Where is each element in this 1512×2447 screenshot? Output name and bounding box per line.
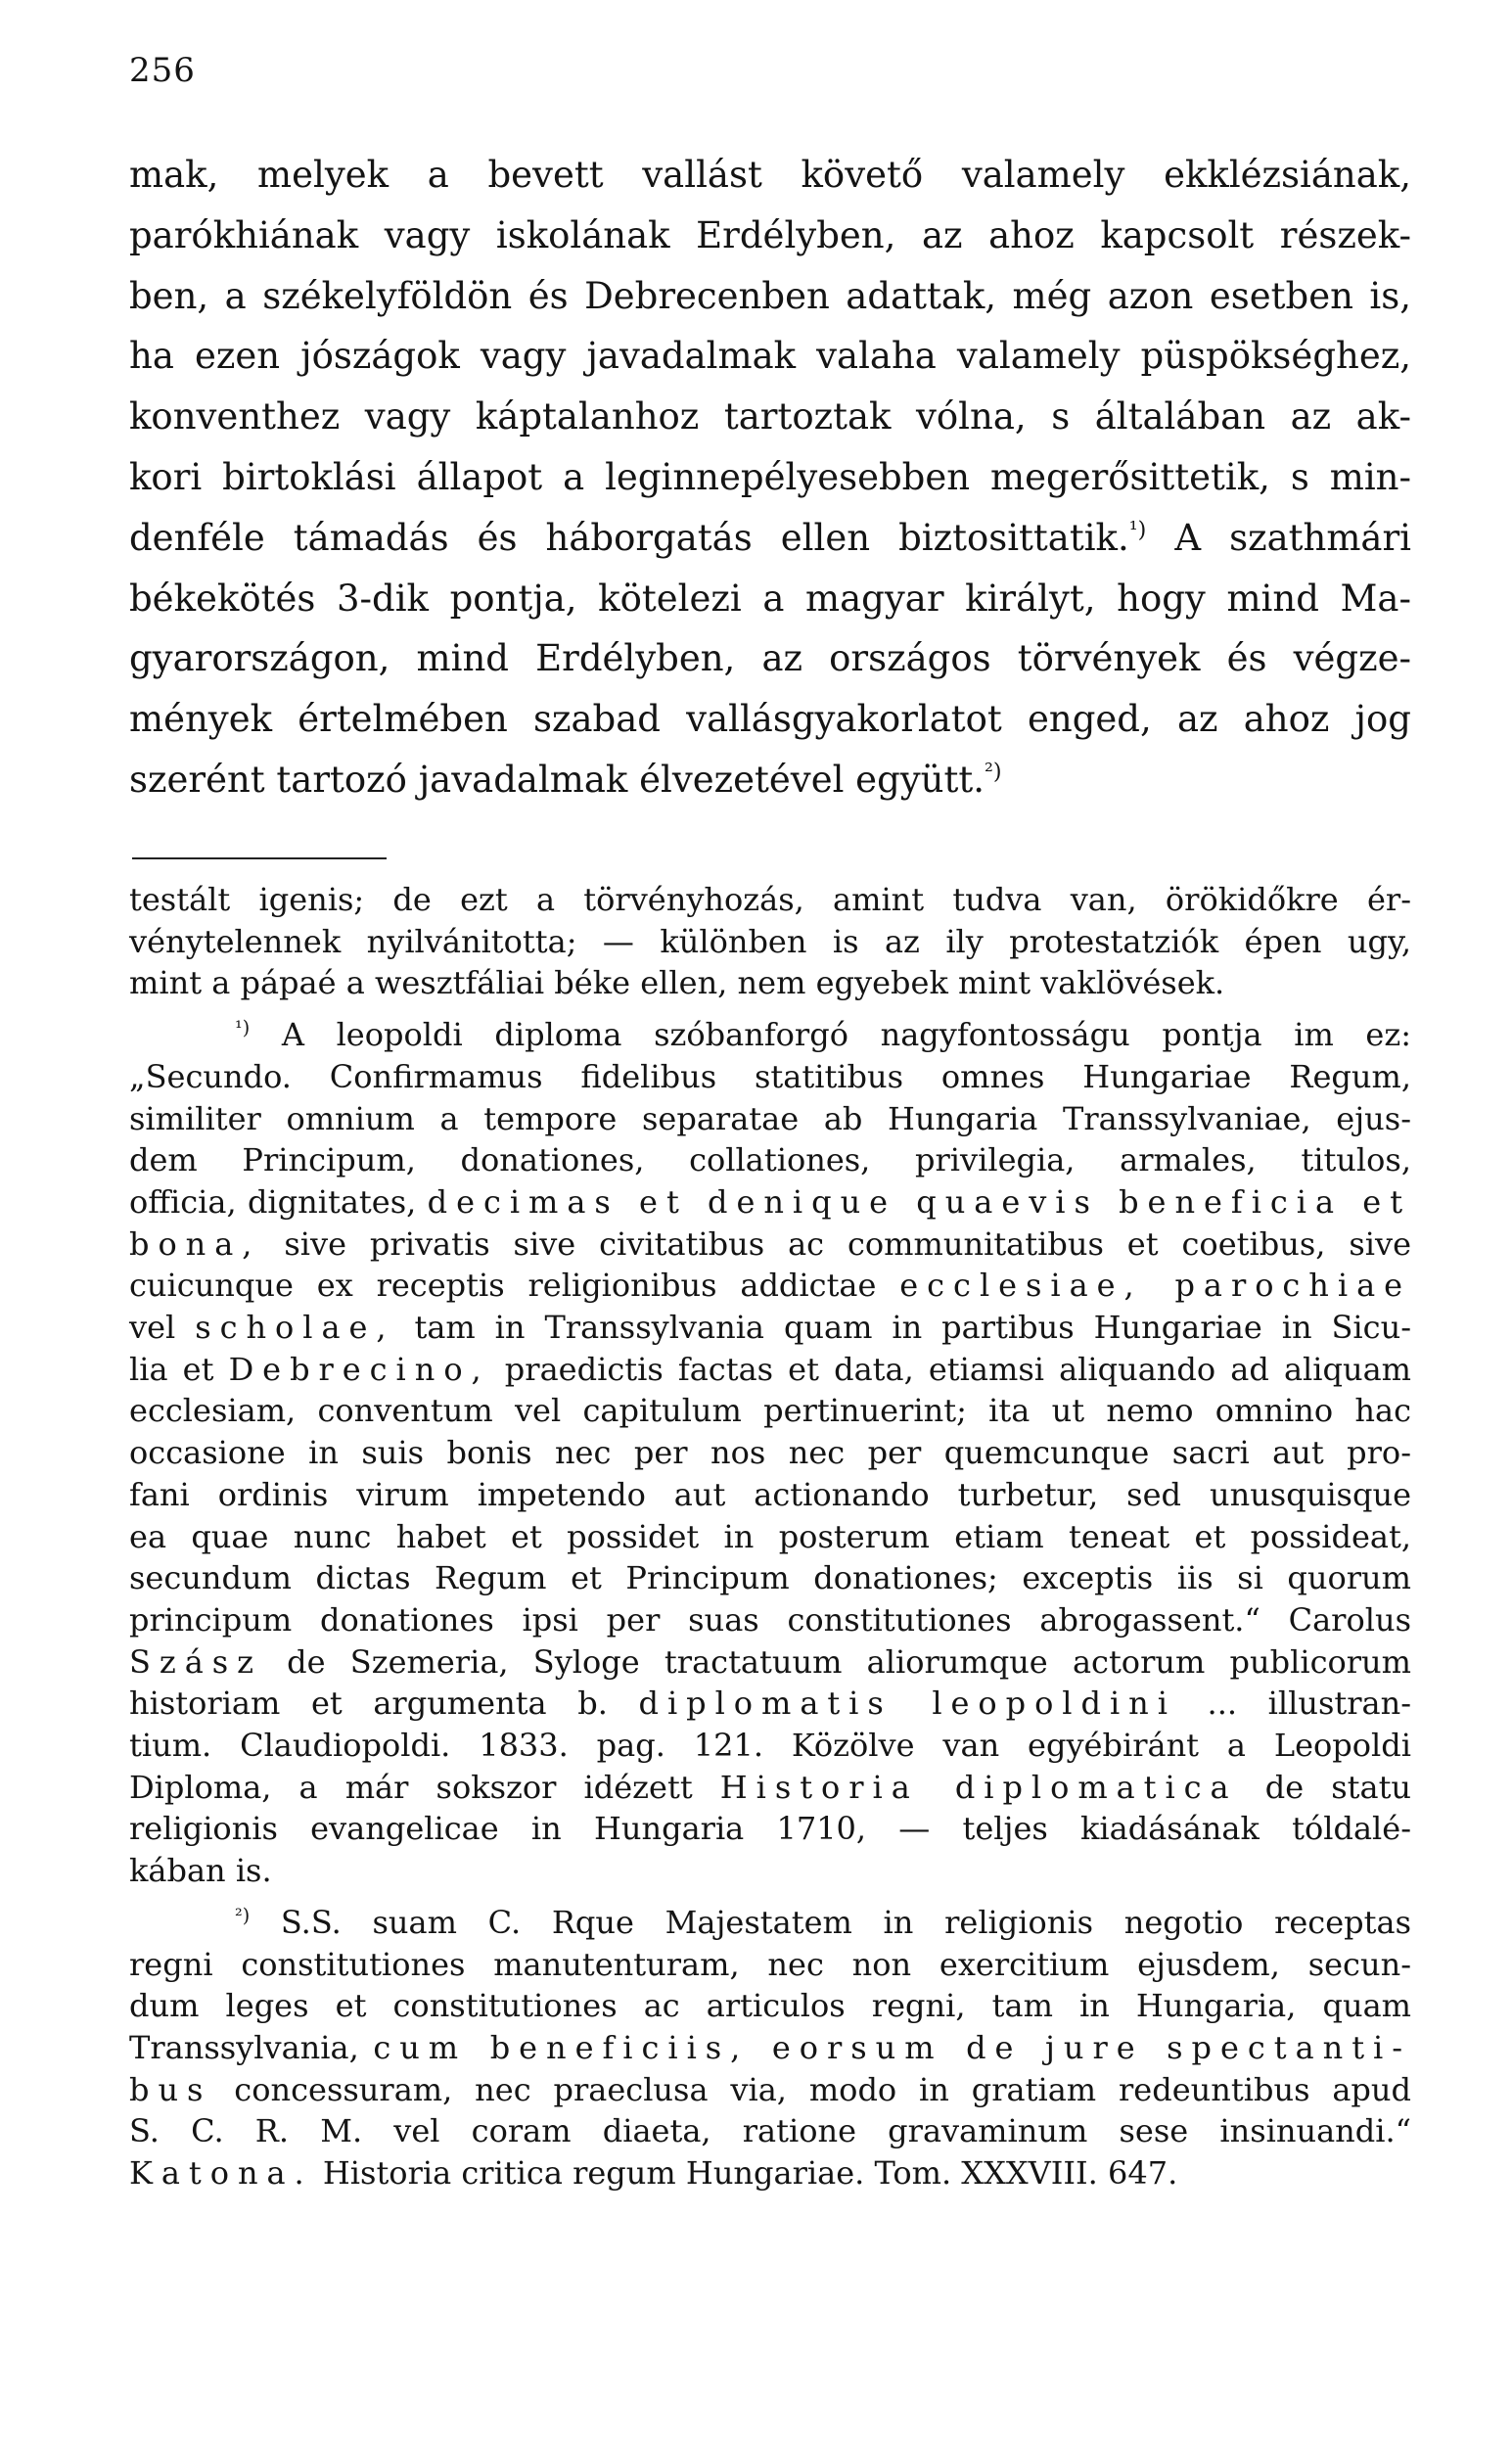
footnotes (129, 879, 1411, 2194)
text-line: mények értelmében szabad vallásgyakorlatot enged, az ahoz jog (129, 698, 1411, 741)
text-span: sive privatis sive civitatibus ac communitatibus et coetibus, sive (284, 1224, 1412, 1263)
text-span: officia, dignitates, (129, 1182, 417, 1221)
spaced-text: Szász (129, 1642, 262, 1681)
note-line: similiter omnium a tempore separatae ab Hungaria Transsylvaniae, ejus- (129, 1099, 1411, 1137)
note-line: ecclesiam, conventum vel capitulum pertinuerint; ita ut nemo omnino hac (129, 1392, 1411, 1430)
note-line: secundum dictas Regum et Principum donationes; exceptis iis si quorum (129, 1559, 1411, 1597)
spaced-text: ecclesiae, parochiae (899, 1267, 1412, 1305)
page-number: 256 (129, 51, 196, 90)
note-line (129, 1902, 1411, 1944)
note-line: dum leges et constitutiones ac articulos regni, tam in Hungaria, quam (129, 1987, 1411, 2025)
note-line: S. C. R. M. vel coram diaeta, ratione gravaminum sese insinuandi.“ (129, 2112, 1411, 2150)
note-line (129, 1349, 1411, 1391)
continued-footnote (129, 879, 1411, 1004)
note-line (129, 1181, 1411, 1224)
note-line (129, 1224, 1411, 1266)
text-line: gyarországon, mind Erdélyben, az országos törvények és végze- (129, 637, 1411, 680)
note-line: regni constitutiones manutenturam, nec non exercitium ejusdem, secun- (129, 1945, 1411, 1983)
spaced-text: cum beneficiis, eorsum de jure spectanti- (373, 2028, 1411, 2066)
text-span: vel (129, 1309, 176, 1347)
note-line: tium. Claudiopoldi. 1833. pag. 121. Közölve van egyébiránt a Leopoldi (129, 1727, 1411, 1765)
text-span: tam in Transsylvania quam in partibus Hungariae in Sicu- (414, 1309, 1412, 1347)
spaced-text: Historia diplomatica (719, 1768, 1238, 1806)
spaced-text: decimas et denique quaevis beneficia et (427, 1182, 1412, 1221)
note-line: vénytelennek nyilvánitotta; — különben is az ily protestatziók épen ugy, (129, 922, 1411, 960)
text-span: de statu (1264, 1768, 1412, 1806)
note-line: „Secundo. Confirmamus fidelibus statitibus omnes Hungariae Regum, (129, 1057, 1411, 1095)
spaced-text: diplomatis leopoldini (638, 1685, 1176, 1723)
text-span: historiam et argumenta b. (129, 1685, 608, 1723)
text-span: denféle támadás és háborgatás ellen biztosittatik. (129, 516, 1129, 559)
text-span: ... illustran- (1207, 1685, 1412, 1723)
spaced-text: Debrecino, (228, 1350, 490, 1388)
note-line (129, 2027, 1411, 2069)
main-text (129, 145, 1411, 810)
note-line: dem Principum, donationes, collationes, privilegia, armales, titulos, (129, 1141, 1411, 1179)
note-line (129, 2069, 1411, 2111)
text-span: S.S. suam C. Rque Majestatem in religionis negotio receptas (280, 1903, 1412, 1941)
spaced-text: scholae, (195, 1309, 395, 1347)
text-line (129, 508, 1411, 569)
note-line: mint a pápaé a wesztfáliai béke ellen, nem egyebek mint vaklövések. (129, 964, 1225, 1002)
text-span: praedictis factas et data, etiamsi aliquando ad aliquam (504, 1350, 1411, 1388)
text-span: A leopoldi diploma szóbanforgó nagyfontosságu pontja im ez: (281, 1016, 1412, 1054)
footnote-divider (132, 857, 387, 859)
text-span: Diploma, a már sokszor idézett (129, 1768, 693, 1806)
note-line: principum donationes ipsi per suas constitutiones abrogassent.“ Carolus (129, 1600, 1411, 1639)
text-span: szerént tartozó javadalmak élvezetével együtt. (129, 758, 985, 801)
note-line (129, 1265, 1411, 1307)
note-line: ea quae nunc habet et possidet in posterum etiam teneat et possideat, (129, 1517, 1411, 1555)
footnote-marker: ²) (235, 1904, 251, 1927)
note-line (129, 1307, 1411, 1349)
text-span: de Szemeria, Syloge tractatuum aliorumque actorum publicorum (287, 1642, 1412, 1681)
note-line (129, 2152, 1411, 2194)
text-span: concessuram, nec praeclusa via, modo in gratiam redeuntibus apud (234, 2070, 1412, 2108)
text-span: Historia critica regum Hungariae. Tom. XXXVIII. 647. (322, 2154, 1178, 2193)
footnote-ref-2: ²) (985, 759, 1002, 785)
note-line (129, 1767, 1411, 1809)
note-line (129, 1683, 1411, 1725)
text-line: békekötés 3-dik pontja, kötelezi a magyar királyt, hogy mind Ma- (129, 577, 1411, 620)
spaced-text: Katona. (129, 2154, 313, 2193)
footnote-ref-1: ¹) (1128, 517, 1147, 543)
note-line: kában is. (129, 1852, 272, 1890)
text-span: lia et (129, 1350, 214, 1388)
note-line: occasione in suis bonis nec per nos nec per quemcunque sacri aut pro- (129, 1434, 1411, 1472)
note-line: religionis evangelicae in Hungaria 1710, — teljes kiadásának tóldalé- (129, 1810, 1411, 1848)
footnote-1 (129, 1014, 1411, 1892)
text-line (129, 750, 1411, 810)
note-line: testált igenis; de ezt a törvényhozás, amint tudva van, örökidőkre ér- (129, 881, 1411, 918)
note-line (129, 1641, 1411, 1684)
text-span: Transsylvania, (129, 2028, 359, 2066)
footnote-2 (129, 1902, 1411, 2194)
text-line: mak, melyek a bevett vallást követő valamely ekklézsiának, (129, 154, 1411, 196)
text-span: A szathmári (1174, 516, 1412, 559)
text-line: kori birtoklási állapot a leginnepélyesebben megerősittetik, s min- (129, 455, 1411, 498)
text-line: ha ezen jószágok vagy javadalmak valaha valamely püspökséghez, (129, 335, 1411, 378)
text-line: ben, a székelyföldön és Debrecenben adattak, még azon esetben is, (129, 274, 1411, 317)
spaced-text: bus (129, 2070, 212, 2108)
footnote-marker: ¹) (235, 1016, 251, 1039)
note-line (129, 1014, 1411, 1056)
spaced-text: bona, (129, 1224, 261, 1263)
text-line: parókhiának vagy iskolának Erdélyben, az ahoz kapcsolt részek- (129, 213, 1411, 256)
text-line: konventhez vagy káptalanhoz tartoztak vólna, s általában az ak- (129, 395, 1411, 439)
text-span: cuicunque ex receptis religionibus addictae (129, 1267, 877, 1305)
note-line: fani ordinis virum impetendo aut actionando turbetur, sed unusquisque (129, 1475, 1411, 1513)
